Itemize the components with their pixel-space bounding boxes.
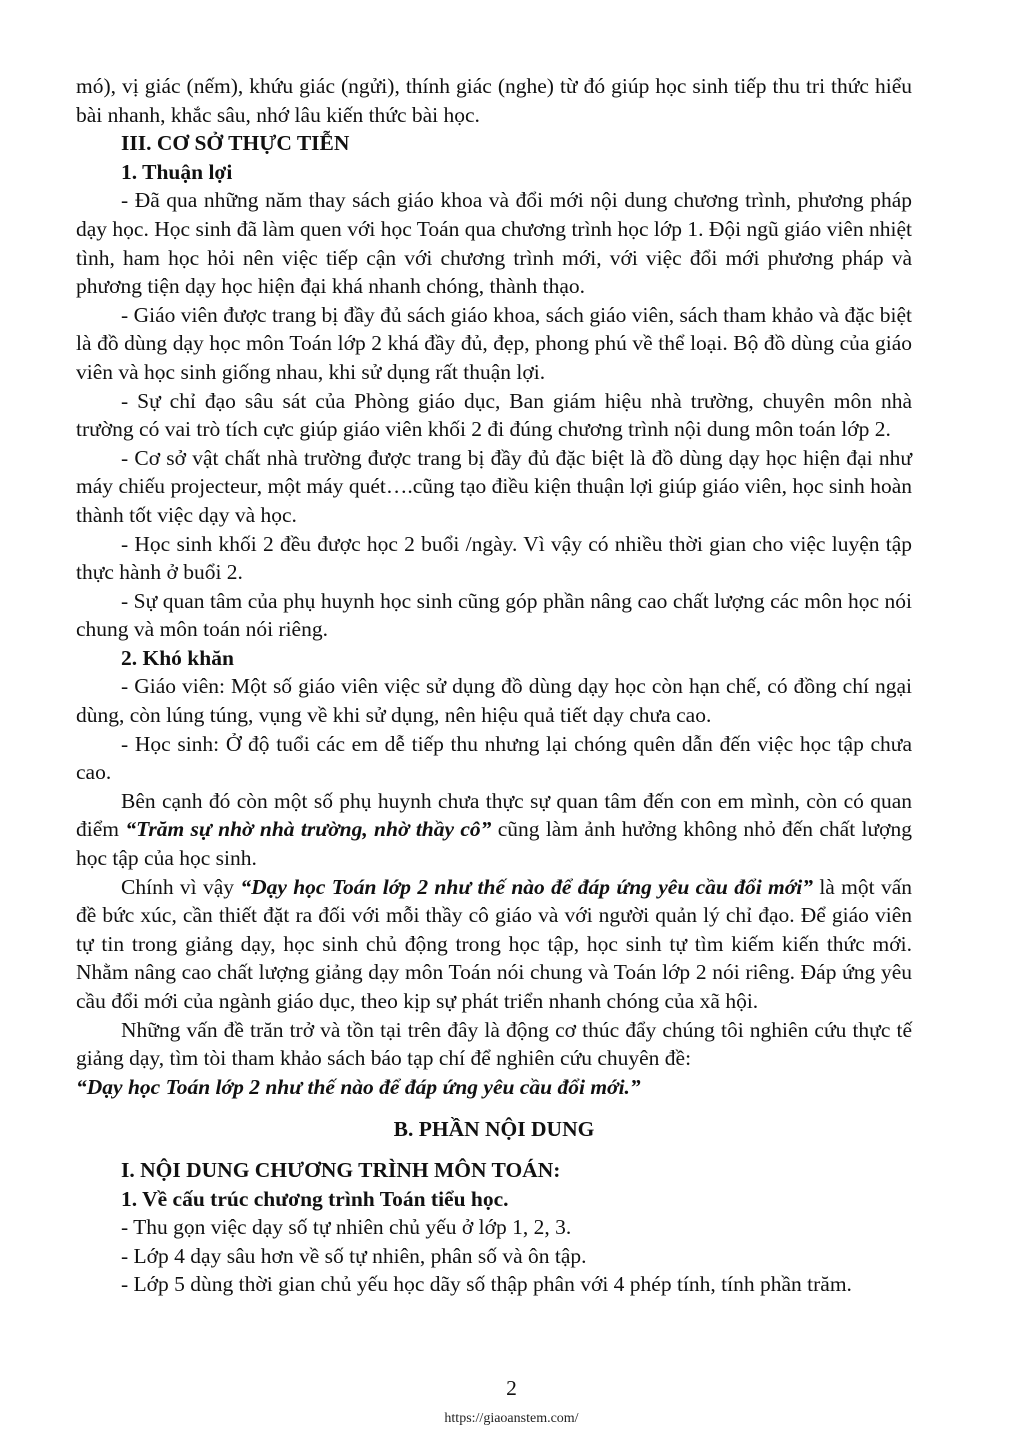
paragraph-cau-truc-1: - Thu gọn việc dạy số tự nhiên chủ yếu ở lớp 1, 2, 3.	[121, 1215, 572, 1240]
heading-kho-khan: 2. Khó khăn	[121, 645, 234, 670]
paragraph-thuan-loi-3: - Sự chỉ đạo sâu sát của Phòng giáo dục, Ban giám hiệu nhà trường, chuyên môn nhà trường có vai trò tích cực giúp giáo viên khối 2 đi đúng chương trình nội dung môn toán lớp 2.	[76, 388, 912, 442]
text-run: là một vấn đề bức xúc, cần thiết đặt ra đối với mỗi thầy cô giáo và với người quản lý chỉ đạo. Để giáo viên tự tin trong giảng dạy, học sinh chủ động trong học tập, học sinh tự tìm kiếm kiến thức mới. Nhằm nâng cao chất lượng giảng dạy môn Toán nói chung và Toán lớp 2 nói riêng. Đáp ứng yêu cầu đổi mới của ngành giáo dục, theo kịp sự phát triển nhanh chóng của xã hội.	[76, 874, 912, 1013]
heading-phan-noi-dung: B. PHẦN NỘI DUNG	[393, 1117, 595, 1142]
paragraph-cau-truc-2: - Lớp 4 dạy sâu hơn về số tự nhiên, phân số và ôn tập.	[121, 1243, 587, 1268]
paragraph-thuan-loi-5: - Học sinh khối 2 đều được học 2 buổi /ngày. Vì vậy có nhiều thời gian cho việc luyện tập thực hành ở buổi 2.	[76, 531, 912, 585]
text-run: Chính vì vậy	[121, 874, 241, 899]
paragraph-kho-khan-1: - Giáo viên: Một số giáo viên việc sử dụng đồ dùng dạy học còn hạn chế, có đồng chí ngại dùng, còn lúng túng, vụng về khi sử dụng, nên hiệu quả tiết dạy chưa cao.	[76, 674, 912, 728]
footer-url: https://giaoanstem.com/	[444, 1411, 579, 1426]
paragraph-thuan-loi-1: - Đã qua những năm thay sách giáo khoa và đổi mới nội dung chương trình, phương pháp dạy học. Học sinh đã làm quen với học Toán qua chương trình học lớp 1. Đội ngũ giáo viên nhiệt tình, ham học hỏi nên việc tiếp cận với chương trình mới, với việc đổi mới phương pháp và phương tiện dạy học hiện đại khá nhanh chóng, thành thạo.	[76, 188, 912, 299]
text-run: cũng làm ảnh hưởng không nhỏ đến chất lượng học tập của học sinh.	[76, 817, 912, 871]
heading-thuan-loi: 1. Thuận lợi	[121, 159, 233, 184]
paragraph-thuan-loi-4: - Cơ sở vật chất nhà trường được trang bị đầy đủ đặc biệt là đồ dùng dạy học hiện đại như máy chiếu projecteur, một máy quét….cũng tạo điều kiện thuận lợi giúp giáo viên, học sinh hoàn thành tốt việc dạy và học.	[76, 445, 912, 527]
document-page	[76, 72, 912, 1299]
quote-emphasis: “Dạy học Toán lớp 2 như thế nào để đáp ứng yêu cầu đổi mới”	[240, 874, 813, 899]
paragraph-cau-truc-3: - Lớp 5 dùng thời gian chủ yếu học dãy số thập phân với 4 phép tính, tính phần trăm.	[121, 1272, 852, 1297]
paragraph-thuan-loi-2: - Giáo viên được trang bị đầy đủ sách giáo khoa, sách giáo viên, sách tham khảo và đặc biệt là đồ dùng dạy học môn Toán lớp 2 khá đầy đủ, đẹp, phong phú về thể loại. Bộ đồ dùng của giáo viên và học sinh giống nhau, khi sử dụng rất thuận lợi.	[76, 302, 912, 384]
paragraph-chinh-vi-vay	[76, 873, 912, 1016]
paragraph-nhung-van-de: Những vấn đề trăn trở và tồn tại trên đây là động cơ thúc đẩy chúng tôi nghiên cứu thực tế giảng dạy, tìm tòi tham khảo sách báo tạp chí để nghiên cứu chuyên đề:	[76, 1017, 912, 1071]
paragraph-thuan-loi-6: - Sự quan tâm của phụ huynh học sinh cũng góp phần nâng cao chất lượng các môn học nói chung và môn toán nói riêng.	[76, 588, 912, 642]
paragraph-intro-continued: mó), vị giác (nếm), khứu giác (ngửi), thính giác (nghe) từ đó giúp học sinh tiếp thu tri thức hiểu bài nhanh, khắc sâu, nhớ lâu kiến thức bài học.	[76, 74, 912, 127]
topic-title-emphasis: “Dạy học Toán lớp 2 như thế nào để đáp ứng yêu cầu đổi mới.”	[76, 1074, 641, 1099]
paragraph-kho-khan-3	[76, 787, 912, 873]
page-number: 2	[506, 1376, 517, 1400]
heading-cau-truc-chuong-trinh: 1. Về cấu trúc chương trình Toán tiểu học.	[121, 1186, 509, 1211]
heading-noi-dung-chuong-trinh: I. NỘI DUNG CHƯƠNG TRÌNH MÔN TOÁN:	[121, 1157, 561, 1182]
text-run: Bên cạnh đó còn một số phụ huynh chưa thực sự quan tâm đến con em mình, còn có quan điểm	[76, 788, 912, 842]
quote-emphasis: “Trăm sự nhờ nhà trường, nhờ thầy cô”	[125, 817, 492, 842]
paragraph-kho-khan-2: - Học sinh: Ở độ tuổi các em dễ tiếp thu nhưng lại chóng quên dẫn đến việc học tập chưa cao.	[76, 731, 912, 785]
heading-co-so-thuc-tien: III. CƠ SỞ THỰC TIỄN	[121, 131, 350, 156]
